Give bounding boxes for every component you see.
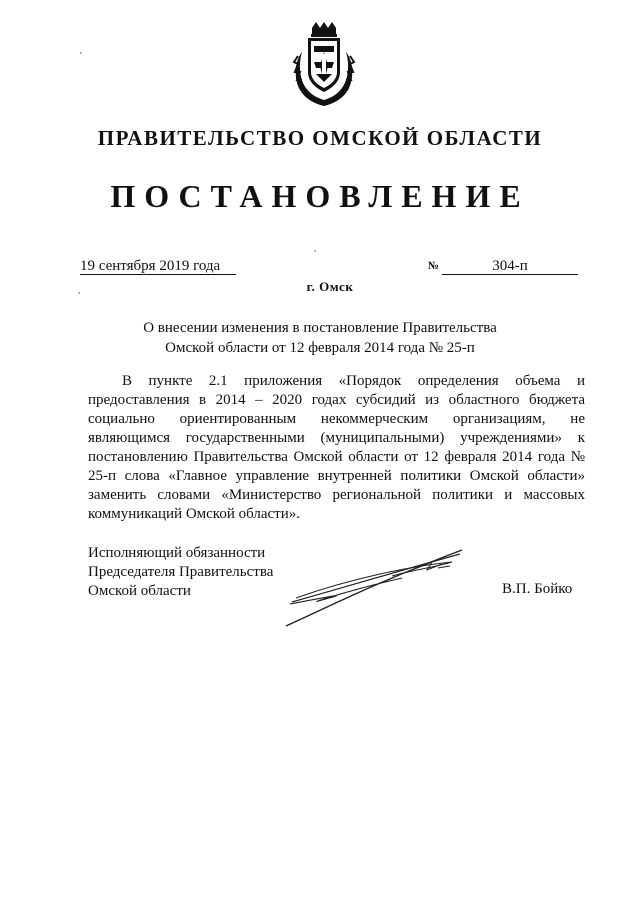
coat-of-arms-icon [292, 22, 356, 106]
document-type-title: ПОСТАНОВЛЕНИЕ [110, 178, 530, 214]
document-number: 304-п [442, 258, 578, 275]
signer-title [88, 544, 273, 601]
scan-speck [314, 250, 316, 252]
body-paragraph: В пункте 2.1 приложения «Порядок определения объема и предоставления в 2014 – 2020 годах субсидий из областного бюджета социально ориентированным некоммерческим организациям, не являющимся государственными (муниципальными) учреждениями» к постановлению Правительства Омской области от 12 февраля 2014 года № 25-п слова «Главное управление внутренней политики Омской области» заменить словами «Министерство региональной политики и массовых коммуникаций Омской области». [88, 373, 585, 522]
signer-title-line-3: Омской области [88, 583, 191, 599]
subject-line-2: Омской области от 12 февраля 2014 года № 25-п [165, 340, 475, 356]
subject-line-1: О внесении изменения в постановление Правительства [143, 320, 497, 336]
city-label: г. Омск [306, 279, 354, 294]
signer-title-line-2: Председателя Правительства [88, 564, 274, 580]
signer-title-line-1: Исполняющий обязанности [88, 545, 266, 561]
handwritten-signature [282, 540, 472, 632]
document-subject [100, 318, 540, 358]
scan-speck [78, 292, 80, 294]
organization-title: ПРАВИТЕЛЬСТВО ОМСКОЙ ОБЛАСТИ [97, 126, 543, 150]
scan-speck [80, 52, 82, 54]
document-date: 19 сентября 2019 года [80, 258, 236, 275]
number-sign: № [428, 260, 440, 272]
signer-name: В.П. Бойко [502, 581, 573, 597]
